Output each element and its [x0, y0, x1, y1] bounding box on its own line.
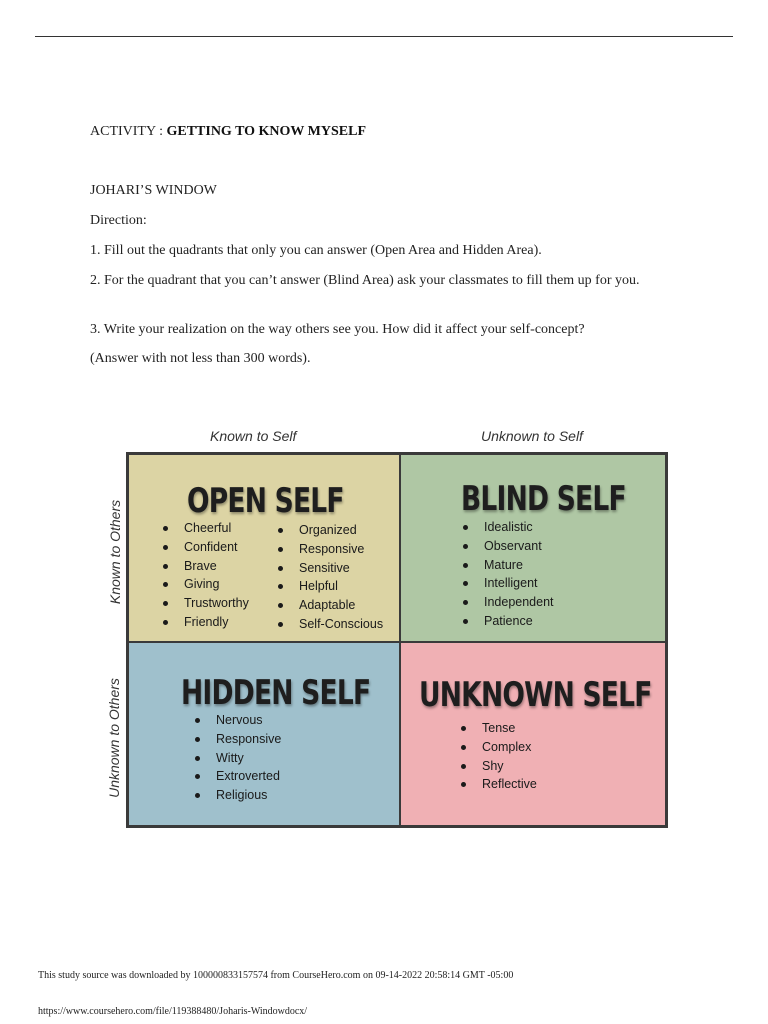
list-item: Adaptable: [276, 596, 383, 615]
list-item: Brave: [161, 557, 249, 576]
instruction-1: 1. Fill out the quadrants that only you can answer (Open Area and Hidden Area).: [90, 243, 542, 258]
list-item: Mature: [461, 556, 554, 575]
list-item: Nervous: [193, 711, 281, 730]
quadrant-grid: [126, 452, 668, 828]
axis-unknown-to-self: Unknown to Self: [481, 428, 583, 444]
open-self-list-1: [161, 519, 249, 632]
list-item: Responsive: [276, 540, 383, 559]
hidden-self-title: HIDDEN SELF: [181, 673, 371, 713]
activity-title: GETTING TO KNOW MYSELF: [166, 124, 367, 139]
list-item: Confident: [161, 538, 249, 557]
activity-heading: [90, 122, 678, 141]
list-item: Idealistic: [461, 518, 554, 537]
unknown-self-title: UNKNOWN SELF: [419, 675, 652, 715]
list-item: Sensitive: [276, 559, 383, 578]
list-item: Helpful: [276, 577, 383, 596]
download-source-notice: This study source was downloaded by 100000833157574 from CourseHero.com on 09-14-2022 20:58:14 GMT -05:00: [38, 970, 514, 981]
axis-unknown-to-others: Unknown to Others: [106, 678, 122, 798]
instruction-note: (Answer with not less than 300 words).: [90, 351, 311, 366]
list-item: Organized: [276, 521, 383, 540]
list-item: Complex: [459, 738, 537, 757]
open-self-quadrant: [129, 455, 401, 643]
axis-known-to-self: Known to Self: [210, 428, 297, 444]
list-item: Self-Conscious: [276, 615, 383, 634]
unknown-self-quadrant: [401, 643, 665, 825]
hidden-self-quadrant: [129, 643, 401, 825]
instruction-2: 2. For the quadrant that you can’t answer (Blind Area) ask your classmates to fill them up for you.: [90, 273, 640, 288]
instruction-3: 3. Write your realization on the way others see you. How did it affect your self-concept?: [90, 322, 585, 337]
list-item: Tense: [459, 719, 537, 738]
list-item: Responsive: [193, 730, 281, 749]
list-item: Giving: [161, 575, 249, 594]
list-item: Shy: [459, 757, 537, 776]
blind-self-quadrant: [401, 455, 665, 643]
list-item: Religious: [193, 786, 281, 805]
list-item: Patience: [461, 612, 554, 631]
list-item: Observant: [461, 537, 554, 556]
blind-self-title: BLIND SELF: [461, 479, 626, 519]
unknown-self-list: [459, 719, 537, 794]
open-self-title: OPEN SELF: [187, 481, 344, 521]
list-item: Cheerful: [161, 519, 249, 538]
list-item: Trustworthy: [161, 594, 249, 613]
johari-window-diagram: [100, 420, 680, 840]
hidden-self-list: [193, 711, 281, 805]
list-item: Witty: [193, 749, 281, 768]
list-item: Reflective: [459, 775, 537, 794]
johari-subtitle: JOHARI’S WINDOW: [90, 183, 217, 198]
source-url: https://www.coursehero.com/file/119388480/Joharis-Windowdocx/: [38, 1006, 308, 1017]
axis-known-to-others: Known to Others: [107, 499, 123, 605]
direction-label: Direction:: [90, 213, 147, 228]
blind-self-list: [461, 518, 554, 631]
top-divider: [35, 36, 733, 37]
list-item: Intelligent: [461, 574, 554, 593]
list-item: Independent: [461, 593, 554, 612]
activity-prefix: ACTIVITY :: [90, 124, 167, 139]
list-item: Extroverted: [193, 767, 281, 786]
open-self-list-2: [276, 521, 383, 634]
list-item: Friendly: [161, 613, 249, 632]
